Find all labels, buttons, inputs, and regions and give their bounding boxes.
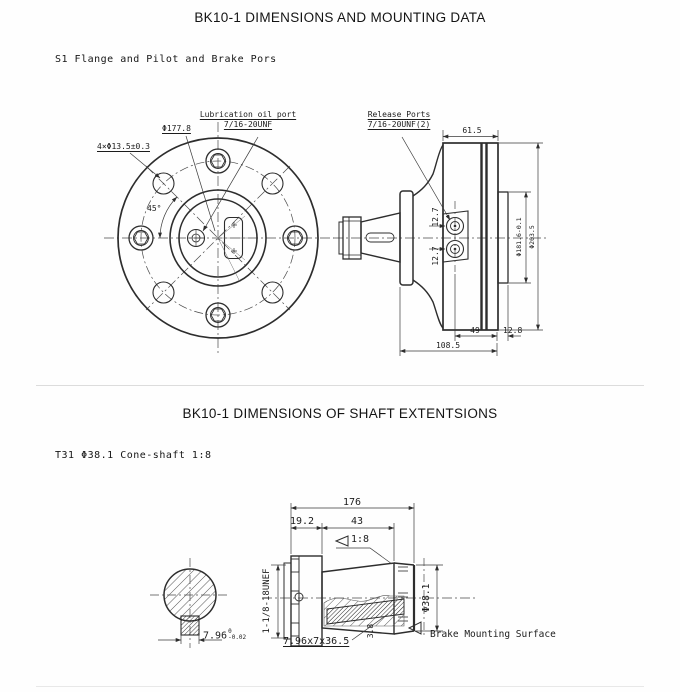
dim-overall-label: 108.5 bbox=[435, 341, 461, 350]
surface-note-label: Brake Mounting Surface bbox=[430, 629, 556, 640]
dim-19-2-label: 19.2 bbox=[290, 516, 315, 527]
lube-port-label-line2: 7/16-20UNF bbox=[223, 120, 273, 129]
lube-port-circle bbox=[187, 229, 205, 247]
thread-label: 1-1/8-18UNEF bbox=[262, 568, 273, 634]
cyl-top-edge bbox=[394, 563, 414, 565]
shaft-keyway-slot bbox=[366, 233, 394, 242]
mount-holes-label: 4×Φ13.5±0.3 bbox=[97, 142, 150, 151]
bottom-divider bbox=[36, 686, 644, 687]
pilot-dia-label: Φ181.6-0.1 bbox=[514, 217, 523, 257]
key-width-tol-lower: -0.02 bbox=[228, 634, 247, 642]
section-divider bbox=[36, 385, 644, 386]
castle-nut bbox=[284, 556, 322, 646]
port-offset-bottom-label: 12.7 bbox=[431, 246, 440, 266]
port-offset-top-label: 12.7 bbox=[431, 207, 440, 227]
key-spec-label: 7.96x7x36.5 bbox=[283, 636, 350, 647]
hole-angle-label: 45° bbox=[147, 204, 162, 213]
release-ports-label-line2: 7/16-20UNF(2) bbox=[367, 120, 431, 129]
key-height-label: 3.8 bbox=[366, 623, 375, 639]
flange-front-view bbox=[104, 122, 334, 354]
taper-label: 1:8 bbox=[351, 534, 370, 545]
lube-port-label bbox=[192, 110, 304, 130]
section2-subtitle: T31 Φ38.1 Cone-shaft 1:8 bbox=[55, 450, 212, 461]
construction-lines bbox=[218, 216, 252, 282]
dim-49-label: 49 bbox=[470, 326, 480, 335]
key-section bbox=[181, 616, 199, 635]
dim-43-label: 43 bbox=[350, 516, 364, 527]
lube-port-label-line1: Lubrication oil port bbox=[199, 110, 297, 119]
key-width-value: 7.96 bbox=[203, 630, 228, 642]
bolt-circle-dia-label: Φ177.8 bbox=[162, 124, 191, 133]
shaft-dia-label: Φ38.1 bbox=[421, 583, 433, 613]
housing-profile-bottom bbox=[413, 280, 443, 328]
taper-leader bbox=[336, 548, 392, 564]
release-ports-label-line1: Release Ports bbox=[367, 110, 431, 119]
brake-body bbox=[443, 143, 498, 330]
width-top-label: 61.5 bbox=[462, 126, 482, 135]
key-width-label bbox=[203, 629, 246, 643]
section1-subtitle: S1 Flange and Pilot and Brake Pors bbox=[55, 54, 277, 65]
key-width-tol-upper: 0 bbox=[228, 628, 232, 635]
section1-title: BK10-1 DIMENSIONS AND MOUNTING DATA bbox=[194, 10, 486, 25]
cyl-bottom-edge bbox=[394, 631, 414, 634]
outer-dia-label: Φ203.5 bbox=[527, 225, 536, 249]
shaft-section-circle bbox=[164, 569, 216, 621]
section2-title: BK10-1 DIMENSIONS OF SHAFT EXTENTSIONS bbox=[182, 406, 498, 421]
release-port-block bbox=[443, 211, 468, 262]
length-overall-label: 176 bbox=[342, 497, 362, 508]
rear-hub bbox=[498, 192, 508, 283]
taper-triangle-icon bbox=[336, 536, 348, 546]
release-ports-label bbox=[344, 110, 454, 130]
dim-12-8-label: 12.8 bbox=[503, 326, 523, 335]
housing-profile-top bbox=[413, 145, 443, 196]
